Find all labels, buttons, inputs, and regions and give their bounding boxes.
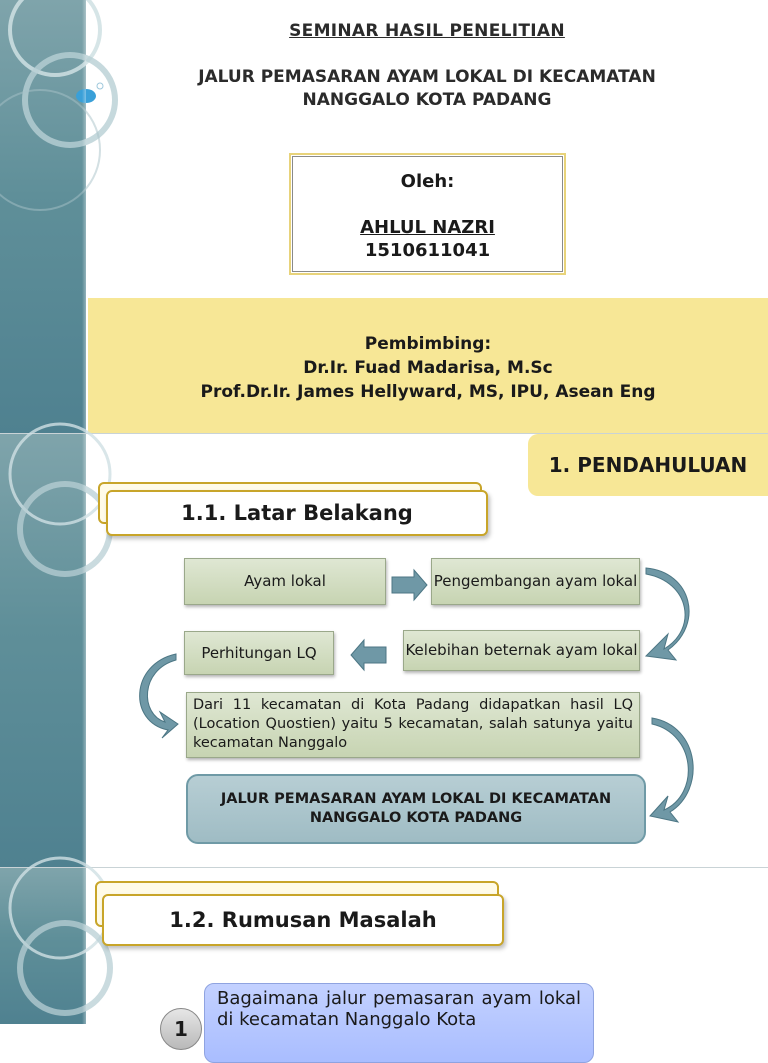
background-slide	[0, 434, 768, 867]
sidebar-decoration	[0, 0, 86, 433]
title-slide	[0, 0, 768, 433]
advisor-label: Pembimbing:	[364, 334, 492, 354]
research-title: JALUR PEMASARAN AYAM LOKAL DI KECAMATAN NANGGALO KOTA PADANG	[198, 67, 656, 110]
author-name: AHLUL NAZRI	[360, 217, 495, 238]
sidebar-decoration	[0, 868, 86, 1024]
section-tag: 1. PENDAHULUAN	[528, 434, 768, 496]
seminar-title: SEMINAR HASIL PENELITIAN	[289, 21, 565, 41]
advisor-band	[88, 298, 768, 433]
curved-arrow-icon	[140, 654, 178, 738]
question-number: 1	[160, 1008, 202, 1050]
right-arrow-icon	[392, 570, 427, 600]
flow-box-perhitungan-lq: Perhitungan LQ	[184, 631, 334, 675]
advisor-2: Prof.Dr.Ir. James Hellyward, MS, IPU, Asean Eng	[200, 382, 656, 402]
curved-arrow-icon	[650, 718, 693, 822]
heading-rumusan-masalah: 1.2. Rumusan Masalah	[102, 894, 504, 946]
swirl-decoration	[0, 868, 86, 1024]
heading-latar-belakang: 1.1. Latar Belakang	[106, 490, 488, 536]
advisor-1: Dr.Ir. Fuad Madarisa, M.Sc	[303, 358, 553, 378]
curved-arrow-icon	[646, 568, 689, 660]
question-box: Bagaimana jalur pemasaran ayam lokal di kecamatan Nanggalo Kota	[204, 983, 594, 1063]
flow-box-kelebihan: Kelebihan beternak ayam lokal	[403, 630, 640, 671]
swirl-decoration	[0, 0, 86, 433]
author-id: 1510611041	[364, 240, 491, 261]
problem-slide	[0, 868, 768, 1041]
flow-final-box: JALUR PEMASARAN AYAM LOKAL DI KECAMATAN NANGGALO KOTA PADANG	[186, 774, 646, 844]
left-arrow-icon	[351, 640, 386, 670]
flow-box-pengembangan: Pengembangan ayam lokal	[431, 558, 640, 605]
flow-box-lq-result: Dari 11 kecamatan di Kota Padang didapatkan hasil LQ (Location Quostien) yaitu 5 kecamatan, salah satunya yaitu kecamatan Nanggalo	[186, 692, 640, 758]
author-label: Oleh:	[400, 171, 455, 192]
author-box	[289, 153, 566, 275]
flow-box-ayam-lokal: Ayam lokal	[184, 558, 386, 605]
